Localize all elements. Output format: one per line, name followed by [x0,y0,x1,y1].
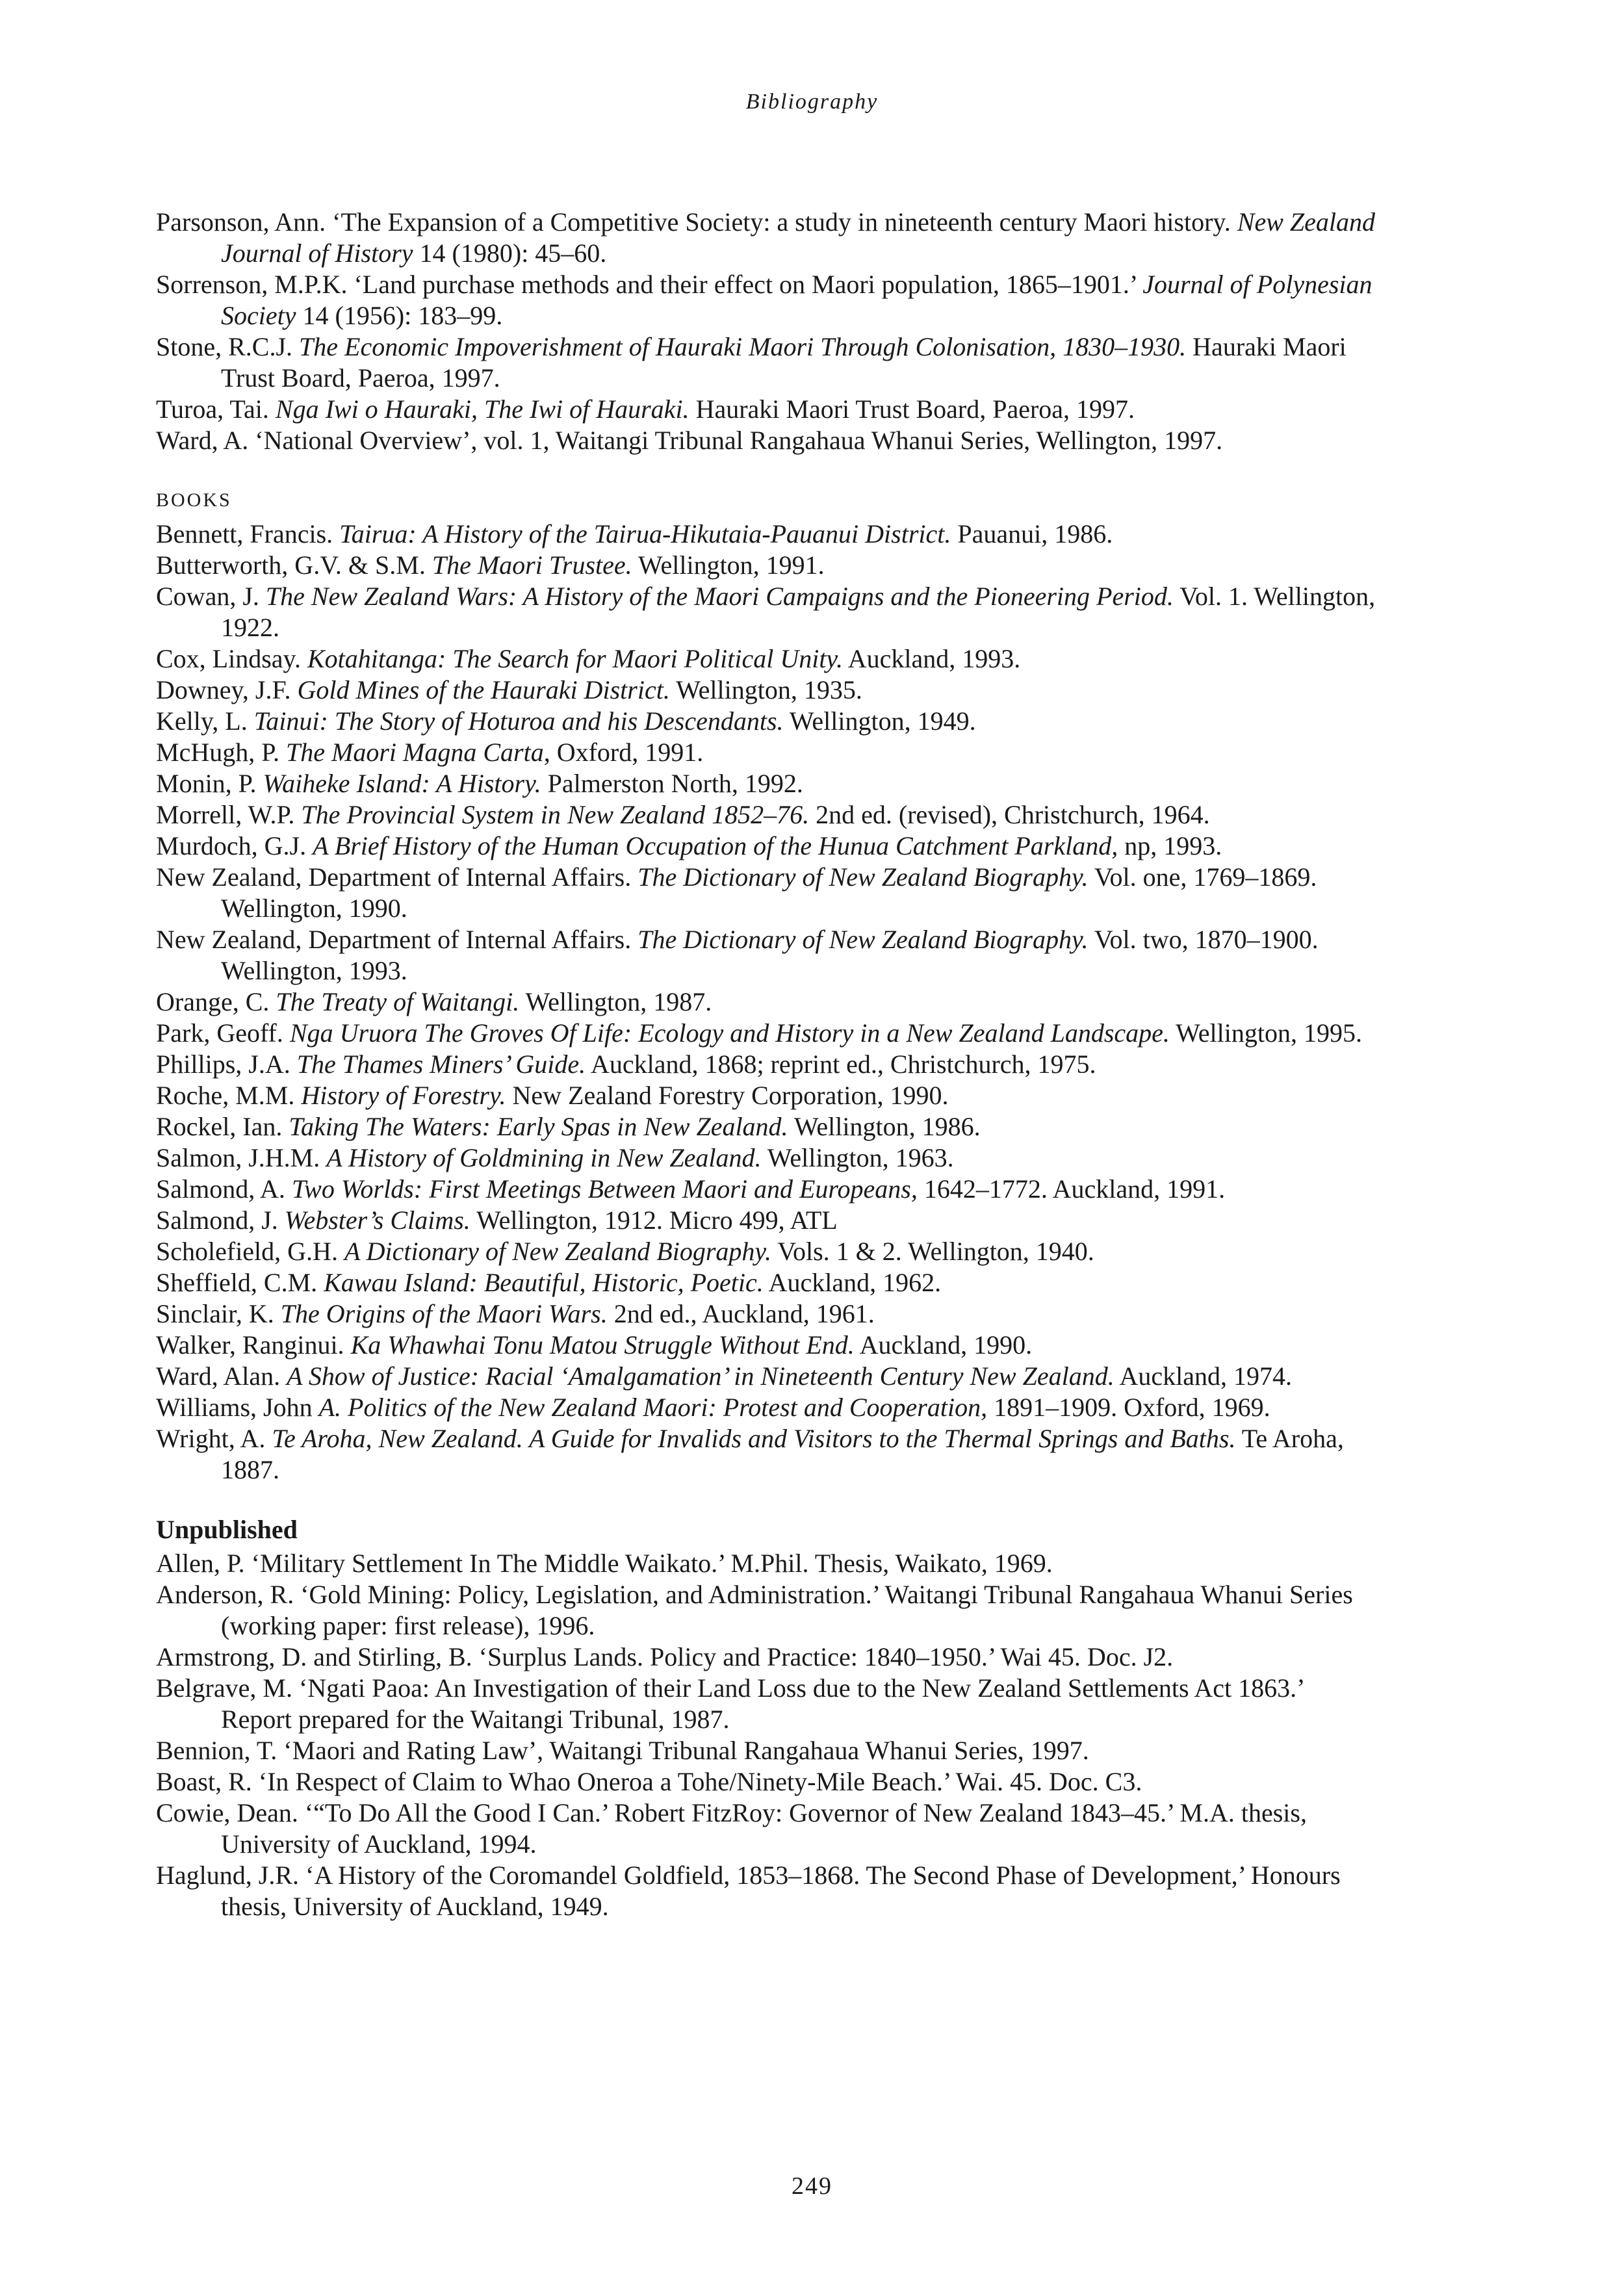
entry-title: The Dictionary of New Zealand Biography. [638,862,1089,892]
entry-text: Auckland, 1990. [854,1330,1033,1360]
entry-text: , Oxford, 1991. [543,738,704,767]
bibliography-entry [156,1205,1378,1236]
entry-title: Tairua: A History of the Tairua-Hikutaia-Pauanui District. [339,519,951,548]
bibliography-entry [156,1049,1378,1080]
bibliography-entry [156,768,1378,799]
entry-title: Two Worlds: First Meetings Between Maori and Europeans, [291,1174,918,1204]
entry-text: Belgrave, M. ‘Ngati Paoa: An Investigation of their Land Loss due to the New Zealand Settlements Act 1863.’ Report prepared for the Waitangi Tribunal, 1987. [156,1673,1304,1734]
entry-text: Orange, C. [156,987,276,1016]
entry-text: Sinclair, K. [156,1299,281,1328]
bibliography-entry [156,1111,1378,1142]
unpublished-list [156,1548,1378,1922]
entry-text: New Zealand Forestry Corporation, 1990. [506,1081,949,1110]
entry-text: Rockel, Ian. [156,1112,289,1141]
entry-text: Wellington, 1986. [788,1112,981,1141]
entry-text: Auckland, 1993. [842,644,1021,673]
running-header: Bibliography [745,90,879,114]
bibliography-entry [156,924,1378,986]
bibliography-entry [156,706,1378,737]
entry-text: Monin, P. [156,769,263,798]
bibliography-entry [156,1673,1378,1735]
entry-text: Park, Geoff. [156,1018,290,1048]
entry-title: Nga Uruora The Groves Of Life: Ecology and History in a New Zealand Landscape. [289,1018,1170,1048]
entry-text: Murdoch, G.J. [156,831,313,860]
bibliography-entry [156,1642,1378,1673]
bibliography-entry [156,1361,1378,1392]
bibliography-entry [156,519,1378,550]
entry-text: Armstrong, D. and Stirling, B. ‘Surplus Lands. Policy and Practice: 1840–1950.’ Wai 45. Doc. J2. [156,1642,1174,1671]
entry-text: Palmerston North, 1992. [541,769,803,798]
bibliography-entry [156,1579,1378,1642]
bibliography-entry [156,1548,1378,1579]
entry-text: 14 (1956): 183–99. [296,301,503,330]
bibliography-entry [156,331,1378,394]
entry-text: Roche, M.M. [156,1081,302,1110]
entry-text: Sheffield, C.M. [156,1268,324,1297]
bibliography-entry [156,799,1378,831]
bibliography-entry [156,986,1378,1018]
entry-text: Bennion, T. ‘Maori and Rating Law’, Waitangi Tribunal Rangahaua Whanui Series, 1997. [156,1736,1089,1765]
entry-text: Sorrenson, M.P.K. ‘Land purchase methods and their effect on Maori population, 1865–1901.’ [156,270,1143,299]
bibliography-entry [156,394,1378,425]
entry-text: Morrell, W.P. [156,800,302,829]
entry-title: The Maori Trustee. [432,550,632,580]
entry-text: Parsonson, Ann. ‘The Expansion of a Competitive Society: a study in nineteenth century Maori history. [156,207,1237,237]
entry-title: Waiheke Island: A History. [263,769,541,798]
entry-title: Ka Whawhai Tonu Matou Struggle Without End. [350,1330,855,1360]
section-heading-unpublished: Unpublished [156,1515,298,1544]
bibliography-entry [156,1142,1378,1174]
bibliography-entry [156,581,1378,643]
entry-text: Scholefield, G.H. [156,1237,344,1266]
entry-title: The Thames Miners’ Guide. [296,1050,586,1079]
entry-title: New Zealand Journal of History [221,207,1376,268]
entry-text: Hauraki Maori Trust Board, Paeroa, 1997. [221,332,1347,393]
entry-text: Wellington, 1912. Micro 499, ATL [470,1205,838,1235]
entry-text: Downey, J.F. [156,675,298,704]
entry-title: Webster’s Claims. [284,1205,470,1235]
entry-text: Auckland, 1868; reprint ed., Christchurch, 1975. [586,1050,1096,1079]
entry-title: A History of Goldmining in New Zealand. [326,1143,762,1172]
entry-text: Ward, Alan. [156,1361,287,1391]
page-number: 249 [792,2172,832,2200]
entry-title: Taking The Waters: Early Spas in New Zealand. [289,1112,788,1141]
bibliography-entry [156,737,1378,768]
entry-title: The Origins of the Maori Wars. [280,1299,608,1328]
entry-text: Hauraki Maori Trust Board, Paeroa, 1997. [689,394,1135,424]
entry-text: Wright, A. [156,1424,272,1453]
bibliography-body [156,207,1378,1922]
unpublished-section [156,1514,1378,1922]
entry-title: The New Zealand Wars: A History of the Maori Campaigns and the Pioneering Period. [265,582,1174,611]
entry-text: Walker, Ranginui. [156,1330,351,1360]
entry-title: The Treaty of Waitangi. [276,987,520,1016]
entry-text: 2nd ed., Auckland, 1961. [607,1299,875,1328]
bibliography-entry [156,425,1378,456]
entry-text: Phillips, J.A. [156,1050,297,1079]
bibliography-entry [156,1174,1378,1205]
entry-text: Ward, A. ‘National Overview’, vol. 1, Waitangi Tribunal Rangahaua Whanui Series, Wellington, 1997. [156,426,1223,455]
entry-text: Salmond, J. [156,1205,285,1235]
entry-text: Butterworth, G.V. & S.M. [156,550,432,580]
entry-text: Williams, John [156,1393,319,1422]
entry-title: Kawau Island: Beautiful, Historic, Poetic. [324,1268,764,1297]
entry-text: New Zealand, Department of Internal Affairs. [156,925,638,954]
entry-title: A Show of Justice: Racial ‘Amalgamation’ in Nineteenth Century New Zealand. [287,1361,1115,1391]
entry-text: Pauanui, 1986. [951,519,1113,548]
entry-text: Vol. two, 1870–1900. Wellington, 1993. [221,925,1319,985]
entry-text: Cox, Lindsay. [156,644,307,673]
bibliography-entry [156,1018,1378,1049]
entry-title: Tainui: The Story of Hoturoa and his Descendants. [253,706,784,736]
entries-continued [156,207,1378,456]
entry-text: 14 (1980): 45–60. [413,238,607,268]
entry-text: Wellington, 1949. [783,706,976,736]
books-section [156,485,1378,1486]
bibliography-entry [156,1735,1378,1766]
entry-text: Kelly, L. [156,706,254,736]
entry-text: 2nd ed. (revised), Christchurch, 1964. [809,800,1210,829]
entry-text: Vol. one, 1769–1869. Wellington, 1990. [221,862,1317,923]
entry-text: Salmon, J.H.M. [156,1143,327,1172]
entry-text: np, 1993. [1118,831,1222,860]
entry-text: Wellington, 1995. [1169,1018,1362,1048]
entry-text: Haglund, J.R. ‘A History of the Coromandel Goldfield, 1853–1868. The Second Phase of Development,’ Honours thesis, University of Auckland, 1949. [156,1861,1341,1921]
entry-text: Auckland, 1974. [1114,1361,1293,1391]
bibliography-entry [156,1423,1378,1486]
entry-title: History of Forestry. [301,1081,506,1110]
entry-title: The Maori Magna Carta [286,738,544,767]
entry-text: 1891–1909. Oxford, 1969. [987,1393,1270,1422]
entry-text: Boast, R. ‘In Respect of Claim to Whao Oneroa a Tohe/Ninety-Mile Beach.’ Wai. 45. Doc. C3. [156,1767,1142,1796]
bibliography-entry [156,550,1378,581]
entry-title: A Brief History of the Human Occupation of the Hunua Catchment Parkland, [313,831,1118,860]
section-heading-books: BOOKS [156,489,232,511]
entry-title: Te Aroha, New Zealand. A Guide for Invalids and Visitors to the Thermal Springs and Baths. [272,1424,1236,1453]
bibliography-entry [156,1392,1378,1423]
entry-text: Bennett, Francis. [156,519,340,548]
bibliography-entry [156,1766,1378,1798]
entry-text: Wellington, 1987. [519,987,712,1016]
bibliography-entry [156,207,1378,269]
entry-text: Stone, R.C.J. [156,332,300,361]
entry-text: McHugh, P. [156,738,287,767]
books-list [156,519,1378,1486]
entry-text: Vol. 1. Wellington, 1922. [221,582,1376,642]
entry-text: New Zealand, Department of Internal Affairs. [156,862,638,892]
entry-text: Wellington, 1935. [669,675,862,704]
entry-text: Turoa, Tai. [156,394,276,424]
entry-title: A Dictionary of New Zealand Biography. [344,1237,771,1266]
bibliography-entry [156,831,1378,862]
entry-text: Cowan, J. [156,582,266,611]
entry-title: Nga Iwi o Hauraki, The Iwi of Hauraki. [275,394,690,424]
entry-title: Gold Mines of the Hauraki District. [297,675,670,704]
bibliography-entry [156,1298,1378,1330]
entry-text: Wellington, 1963. [761,1143,954,1172]
entry-text: Wellington, 1991. [632,550,825,580]
bibliography-entry [156,1080,1378,1111]
entry-title: Journal of Polynesian Society [221,270,1373,330]
entry-text: Te Aroha, 1887. [221,1424,1344,1484]
bibliography-entry [156,1236,1378,1267]
entry-title: Kotahitanga: The Search for Maori Political Unity. [307,644,843,673]
bibliography-entry [156,675,1378,706]
entry-title: The Dictionary of New Zealand Biography. [638,925,1089,954]
entry-text: Salmond, A. [156,1174,292,1204]
entry-text: 1642–1772. Auckland, 1991. [917,1174,1226,1204]
entry-text: Anderson, R. ‘Gold Mining: Policy, Legislation, and Administration.’ Waitangi Tribunal Rangahaua Whanui Series (working paper: first release), 1996. [156,1580,1353,1640]
bibliography-entry [156,1860,1378,1922]
entry-text: Allen, P. ‘Military Settlement In The Middle Waikato.’ M.Phil. Thesis, Waikato, 1969. [156,1549,1053,1578]
bibliography-entry [156,1798,1378,1860]
entry-title: A. Politics of the New Zealand Maori: Protest and Cooperation, [318,1393,988,1422]
entry-text: Auckland, 1962. [763,1268,942,1297]
bibliography-entry [156,1330,1378,1361]
bibliography-entry [156,269,1378,331]
entry-title: The Economic Impoverishment of Hauraki Maori Through Colonisation, 1830–1930. [299,332,1187,361]
entry-text: Vols. 1 & 2. Wellington, 1940. [771,1237,1094,1266]
bibliography-entry [156,1267,1378,1298]
entry-text: Cowie, Dean. ‘“To Do All the Good I Can.’ Robert FitzRoy: Governor of New Zealand 1843–45.’ M.A. thesis, University of Auckland, 1994. [156,1798,1307,1859]
entry-title: The Provincial System in New Zealand 1852–76. [301,800,810,829]
bibliography-entry [156,643,1378,675]
bibliography-entry [156,862,1378,924]
